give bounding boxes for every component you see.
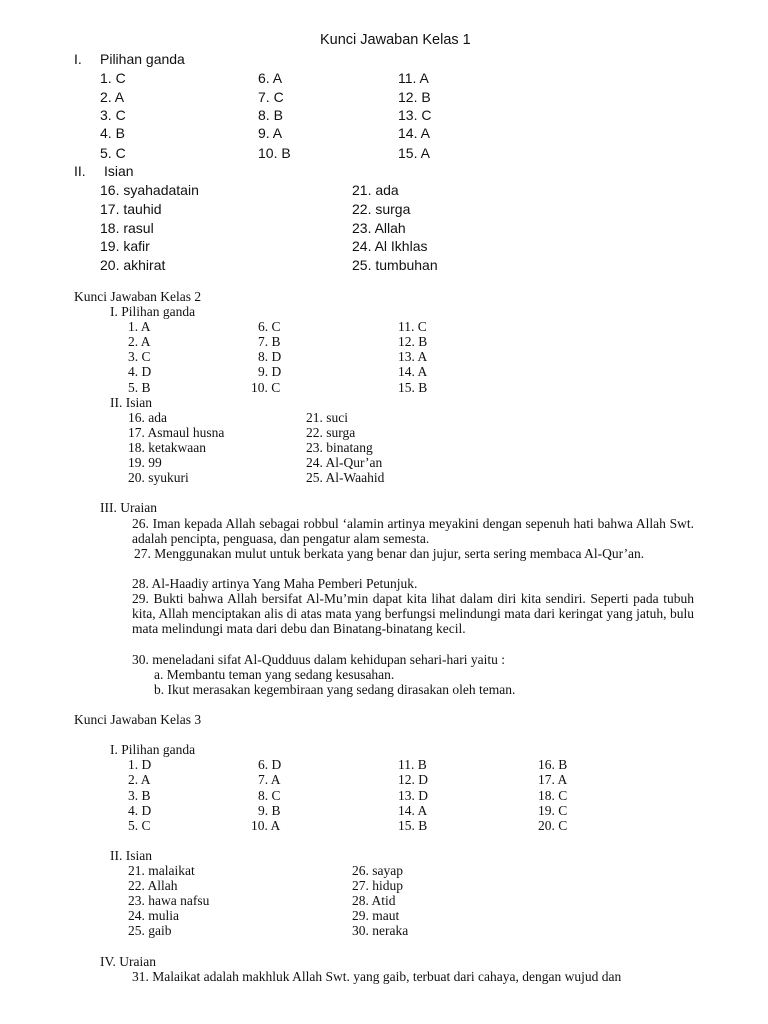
k1-mc-item: 15. A bbox=[398, 145, 430, 161]
k3-section4-heading: IV. Uraian bbox=[100, 954, 156, 969]
k3-mc-item: 4. D bbox=[128, 803, 152, 818]
k2-mc-item: 14. A bbox=[398, 364, 428, 379]
k3-mc-item: 12. D bbox=[398, 772, 428, 787]
k2-uraian-item: 28. Al-Haadiy artinya Yang Maha Pemberi Petunjuk. bbox=[132, 576, 418, 591]
k3-isian-item: 25. gaib bbox=[128, 923, 172, 938]
k1-isian-item: 24. Al Ikhlas bbox=[352, 238, 428, 254]
k1-isian-item: 25. tumbuhan bbox=[352, 257, 438, 273]
k1-section2-numeral: II. bbox=[74, 163, 86, 179]
k2-mc-item: 4. D bbox=[128, 364, 152, 379]
k3-isian-item: 24. mulia bbox=[128, 908, 179, 923]
k2-isian-item: 19. 99 bbox=[128, 455, 162, 470]
k3-section1-heading: I. Pilihan ganda bbox=[110, 742, 196, 757]
k2-mc-item: 6. C bbox=[258, 319, 281, 334]
k2-mc-item: 7. B bbox=[258, 334, 281, 349]
k1-isian-item: 16. syahadatain bbox=[100, 182, 199, 198]
k1-mc-item: 13. C bbox=[398, 107, 432, 123]
k3-mc-item: 16. B bbox=[538, 757, 568, 772]
k2-uraian-subitem: b. Ikut merasakan kegembiraan yang sedang dirasakan oleh teman. bbox=[154, 682, 516, 697]
k1-mc-item: 12. B bbox=[398, 89, 431, 105]
k1-mc-item: 8. B bbox=[258, 107, 283, 123]
k1-isian-item: 23. Allah bbox=[352, 220, 406, 236]
k2-mc-item: 2. A bbox=[128, 334, 151, 349]
k1-mc-item: 10. B bbox=[258, 145, 291, 161]
k3-isian-item: 28. Atid bbox=[352, 893, 396, 908]
k1-isian-item: 22. surga bbox=[352, 201, 411, 217]
k3-mc-item: 14. A bbox=[398, 803, 428, 818]
k2-uraian-item: 29. Bukti bahwa Allah bersifat Al-Mu’min dapat kita lihat dalam diri kita sendiri. Seperti pada tubuh kita, Allah menciptakan alis di atas mata yang berfungsi melindungi mata dari keringat yang jatuh, bulu mata melindungi mata dari debu dan Binatang-binatang kecil. bbox=[132, 591, 694, 636]
k3-mc-item: 5. C bbox=[128, 818, 151, 833]
k2-section3-heading: III. Uraian bbox=[100, 500, 157, 515]
k1-mc-item: 6. A bbox=[258, 70, 283, 86]
k2-mc-item: 1. A bbox=[128, 319, 151, 334]
k2-isian-item: 16. ada bbox=[128, 410, 167, 425]
k1-isian-item: 20. akhirat bbox=[100, 257, 166, 273]
k3-mc-item: 19. C bbox=[538, 803, 568, 818]
k3-mc-item: 20. C bbox=[538, 818, 568, 833]
k2-isian-item: 25. Al-Waahid bbox=[306, 470, 385, 485]
k3-isian-item: 22. Allah bbox=[128, 878, 178, 893]
k1-mc-item: 1. C bbox=[100, 70, 126, 86]
k1-isian-item: 21. ada bbox=[352, 182, 399, 198]
k3-mc-item: 17. A bbox=[538, 772, 568, 787]
k1-section2-label: Isian bbox=[104, 163, 134, 179]
k3-section2-heading: II. Isian bbox=[110, 848, 152, 863]
k1-section1-numeral: I. bbox=[74, 51, 82, 67]
k2-mc-item: 13. A bbox=[398, 349, 428, 364]
k3-mc-item: 6. D bbox=[258, 757, 282, 772]
k1-mc-item: 14. A bbox=[398, 125, 430, 141]
k3-isian-item: 27. hidup bbox=[352, 878, 404, 893]
k3-mc-item: 9. B bbox=[258, 803, 281, 818]
k1-mc-item: 4. B bbox=[100, 125, 125, 141]
k2-isian-item: 18. ketakwaan bbox=[128, 440, 206, 455]
k3-mc-item: 15. B bbox=[398, 818, 428, 833]
k1-mc-item: 7. C bbox=[258, 89, 284, 105]
k1-isian-item: 17. tauhid bbox=[100, 201, 162, 217]
k3-isian-item: 23. hawa nafsu bbox=[128, 893, 210, 908]
k2-isian-item: 21. suci bbox=[306, 410, 348, 425]
k3-mc-item: 10. A bbox=[251, 818, 281, 833]
k3-mc-item: 3. B bbox=[128, 788, 151, 803]
k2-mc-item: 11. C bbox=[398, 319, 427, 334]
k3-isian-item: 26. sayap bbox=[352, 863, 403, 878]
k2-isian-item: 17. Asmaul husna bbox=[128, 425, 225, 440]
k3-mc-item: 2. A bbox=[128, 772, 151, 787]
k2-mc-item: 12. B bbox=[398, 334, 428, 349]
kelas3-title: Kunci Jawaban Kelas 3 bbox=[74, 712, 202, 727]
k1-mc-item: 9. A bbox=[258, 125, 283, 141]
k1-mc-item: 11. A bbox=[398, 70, 429, 86]
k1-section1-label: Pilihan ganda bbox=[100, 51, 185, 67]
k3-mc-item: 18. C bbox=[538, 788, 568, 803]
k2-mc-item: 8. D bbox=[258, 349, 282, 364]
k2-isian-item: 22. surga bbox=[306, 425, 356, 440]
k2-mc-item: 3. C bbox=[128, 349, 151, 364]
k1-mc-item: 2. A bbox=[100, 89, 125, 105]
k2-isian-item: 24. Al-Qur’an bbox=[306, 455, 383, 470]
k2-mc-item: 15. B bbox=[398, 380, 428, 395]
k1-isian-item: 19. kafir bbox=[100, 238, 150, 254]
k2-mc-item: 5. B bbox=[128, 380, 151, 395]
k3-mc-item: 11. B bbox=[398, 757, 427, 772]
k3-mc-item: 1. D bbox=[128, 757, 152, 772]
kelas2-title: Kunci Jawaban Kelas 2 bbox=[74, 289, 202, 304]
k2-isian-item: 20. syukuri bbox=[128, 470, 189, 485]
k1-mc-item: 3. C bbox=[100, 107, 126, 123]
k2-mc-item: 9. D bbox=[258, 364, 282, 379]
k3-mc-item: 8. C bbox=[258, 788, 281, 803]
k2-mc-item: 10. C bbox=[251, 380, 281, 395]
k3-isian-item: 29. maut bbox=[352, 908, 400, 923]
k3-isian-item: 30. neraka bbox=[352, 923, 409, 938]
k3-mc-item: 7. A bbox=[258, 772, 281, 787]
kelas1-title: Kunci Jawaban Kelas 1 bbox=[320, 32, 471, 48]
k1-mc-item: 5. C bbox=[100, 145, 126, 161]
k2-isian-item: 23. binatang bbox=[306, 440, 373, 455]
k3-uraian-item: 31. Malaikat adalah makhluk Allah Swt. yang gaib, terbuat dari cahaya, dengan wujud dan bbox=[132, 969, 622, 984]
k3-mc-item: 13. D bbox=[398, 788, 428, 803]
k2-uraian-subitem: a. Membantu teman yang sedang kesusahan. bbox=[154, 667, 395, 682]
k3-isian-item: 21. malaikat bbox=[128, 863, 195, 878]
k2-uraian-item: 27. Menggunakan mulut untuk berkata yang benar dan jujur, serta sering membaca Al-Qur’an. bbox=[134, 546, 645, 561]
k2-uraian-item: 26. Iman kepada Allah sebagai robbul ‘alamin artinya meyakini dengan sepenuh hati bahwa Allah Swt. adalah pencipta, penguasa, dan pengatur alam semesta. bbox=[132, 516, 694, 546]
k2-uraian-item: 30. meneladani sifat Al-Qudduus dalam kehidupan sehari-hari yaitu : bbox=[132, 652, 506, 667]
k2-section1-heading: I. Pilihan ganda bbox=[110, 304, 196, 319]
k2-section2-heading: II. Isian bbox=[110, 395, 152, 410]
k1-isian-item: 18. rasul bbox=[100, 220, 154, 236]
